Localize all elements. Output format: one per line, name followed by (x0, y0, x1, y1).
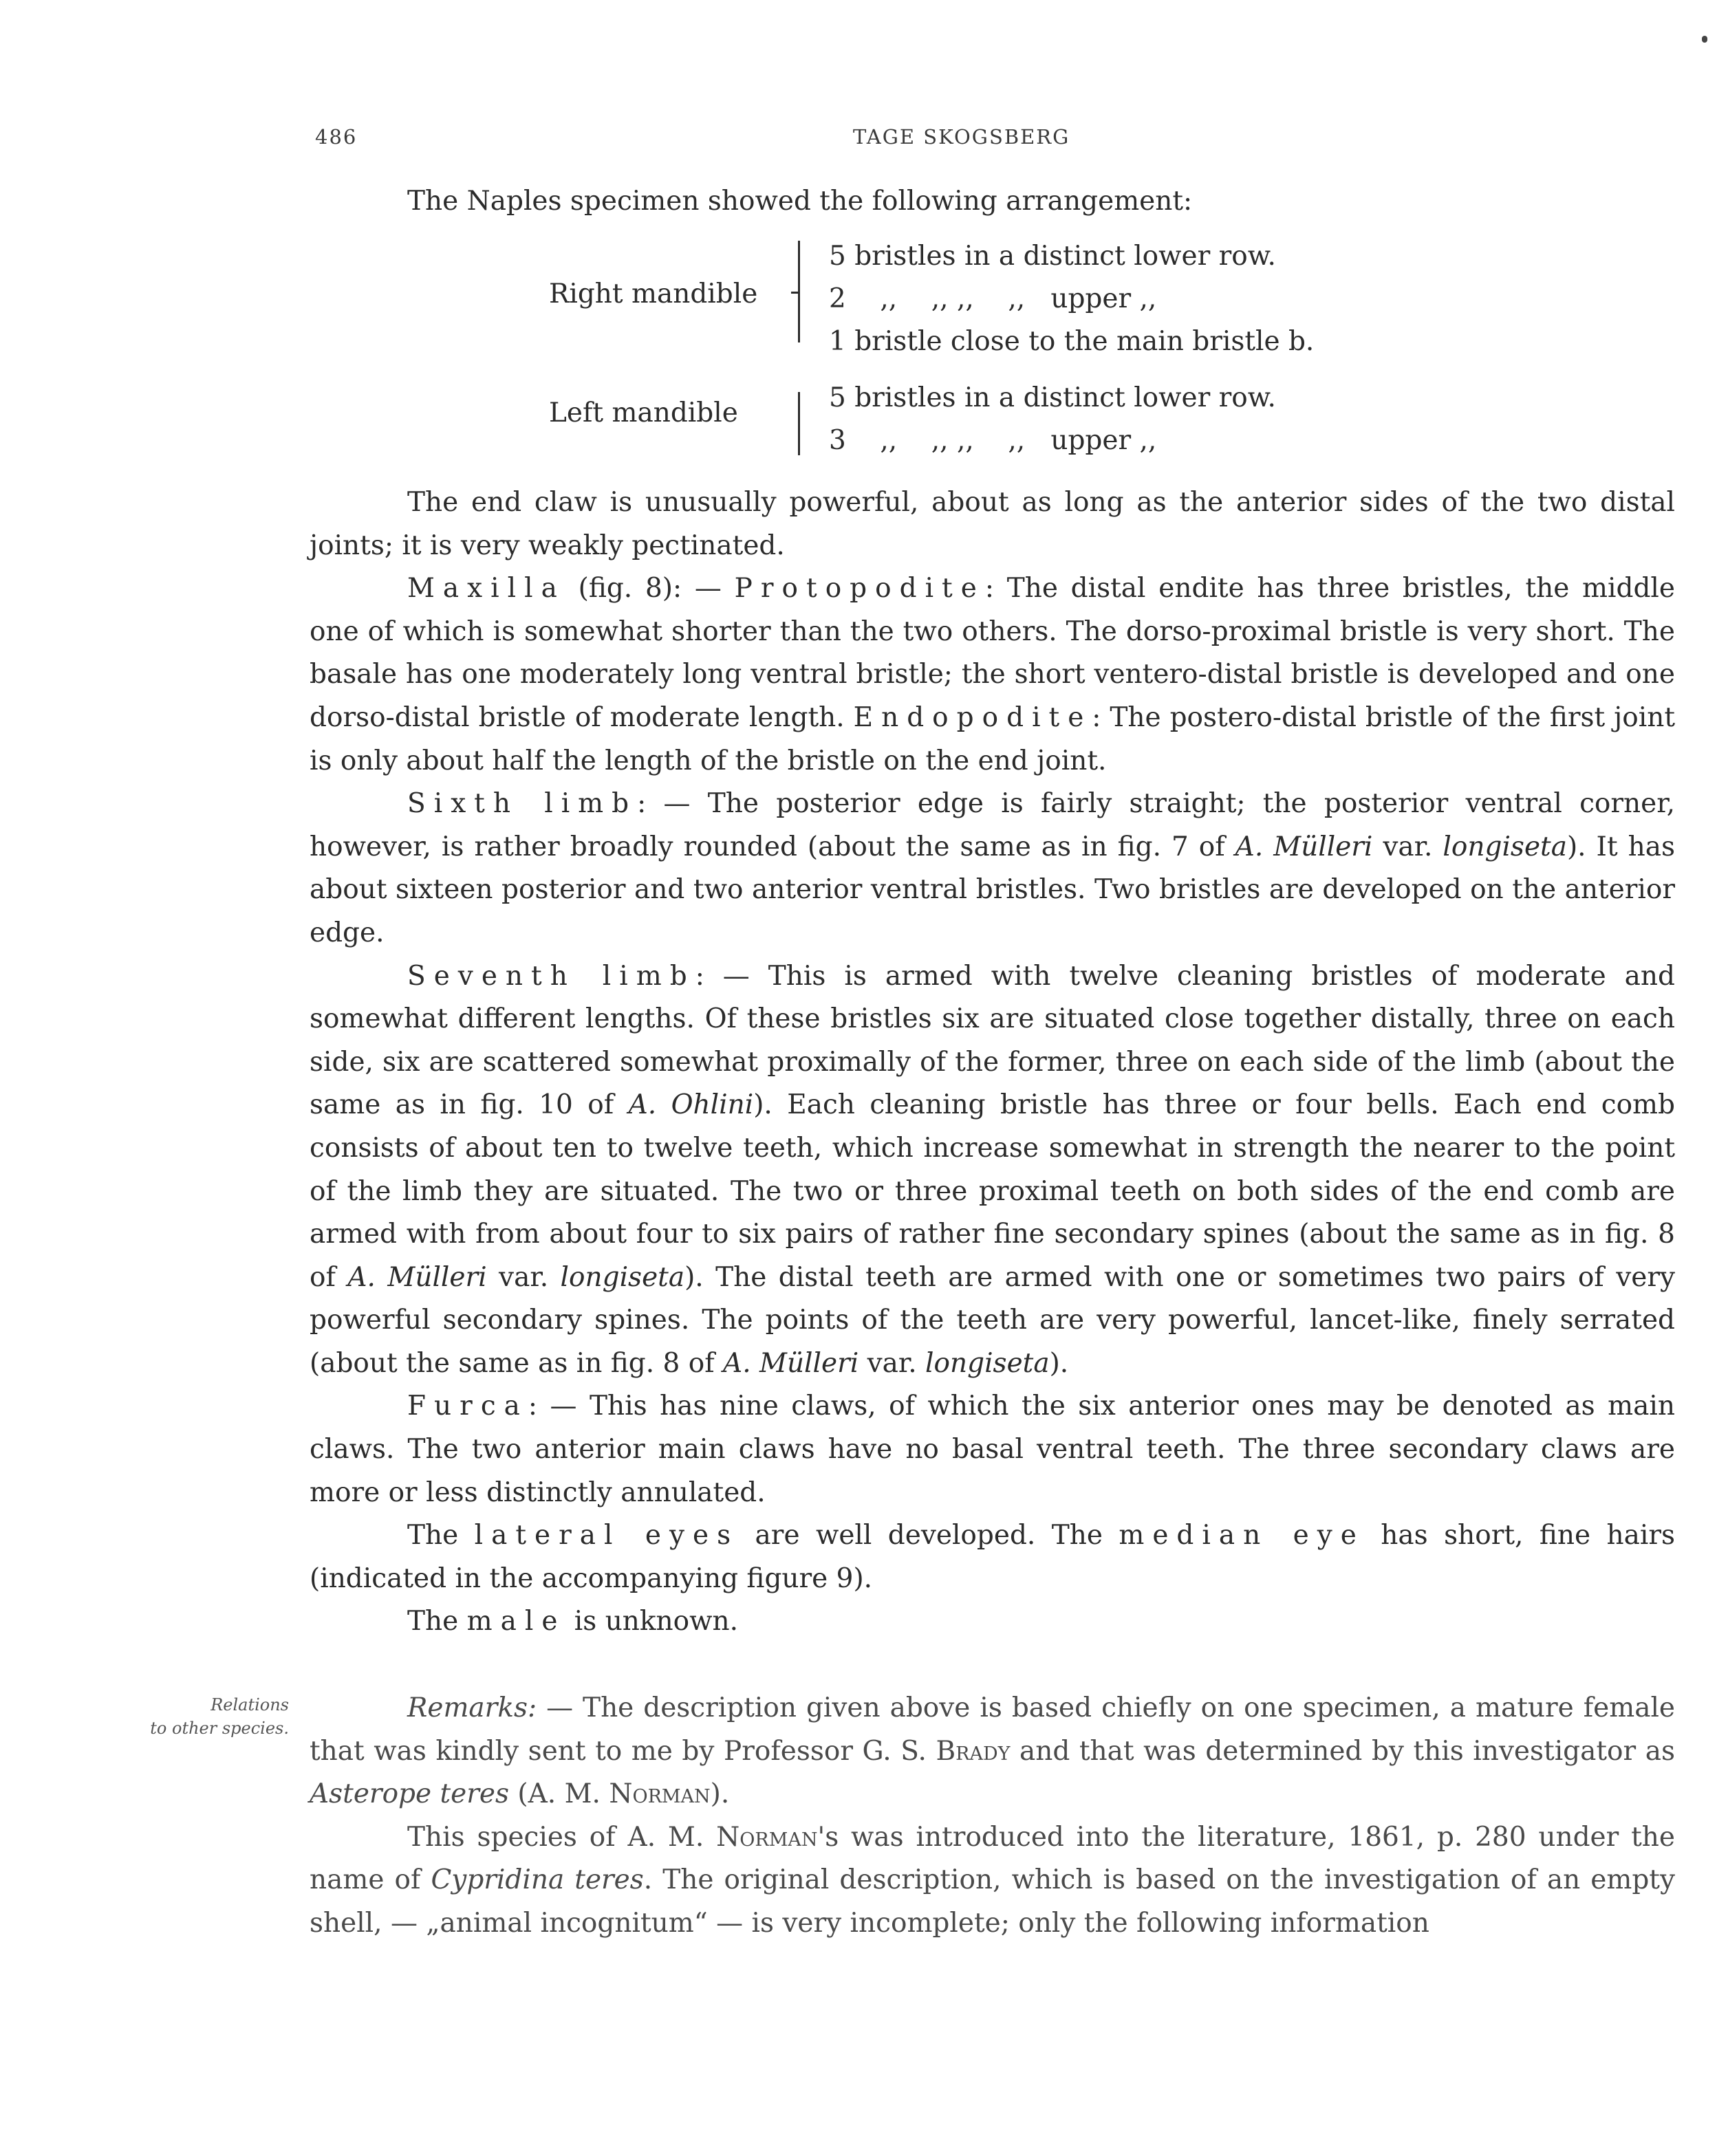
paragraph-male (310, 1600, 1675, 1644)
intro-line (310, 180, 1675, 224)
species-text-1: This species of A. M. (407, 1821, 717, 1853)
term-protopodite: Protopodite (734, 573, 985, 605)
seventh-italic-3: longiseta (560, 1261, 685, 1293)
left-mandible-row-2: 3 ,, ,, ,, ,, upper ,, (829, 425, 1157, 456)
remarks-text-3: (A. M. (509, 1778, 609, 1810)
species-italic-cypridina: Cypridina teres (431, 1864, 644, 1896)
right-mandible-brace-tip (791, 292, 798, 294)
species-text-2: 's was introduced into the literature, 1861, p. 280 under the name of (310, 1821, 1675, 1896)
sixth-text-2: var. (1372, 831, 1443, 862)
species-text-3: . The original description, which is based on the investigation of an empty shell, — „animal incognitum“ — is very incomplete; only the following information (310, 1864, 1676, 1939)
seventh-text-4: ). The distal teeth are armed with one or sometimes two pairs of very powerful secondary spines. The points of the teeth are very powerful, lancet-like, finely serrated (about the same as in fig. 8 of (310, 1261, 1675, 1379)
eyes-text-2: has short, fine hairs (indicated in the accompanying figure 9). (310, 1520, 1675, 1594)
seventh-text-3: var. (486, 1261, 561, 1293)
term-maxilla: Maxilla (407, 573, 565, 605)
term-median-eye: median eye (1119, 1520, 1365, 1551)
maxilla-text-3: : The postero-distal bristle of the first joint is only about half the length of the bristle on the end joint. (310, 701, 1676, 776)
remarks-section (310, 1687, 1675, 1946)
right-mandible-brace (798, 241, 800, 342)
term-seventh-limb: Seventh limb (407, 960, 695, 992)
seventh-italic-2: A. Mülleri (347, 1261, 487, 1293)
margin-note (76, 1693, 289, 1740)
right-mandible-rows (829, 235, 1314, 363)
remarks-text-2: and that was determined by this investigator as (1010, 1735, 1675, 1767)
term-male: male (466, 1606, 566, 1637)
seventh-text-5: var. (859, 1347, 926, 1379)
paragraph-species (310, 1816, 1675, 1946)
maxilla-text-2: : The distal endite has three bristles, the middle one of which is somewhat shorter than the two others. The dorso-proximal bristle is very short. The basale has one moderately long ventral bristle; the short ventero-distal bristle is developed and one dorso-distal bristle of moderate length. (310, 573, 1675, 733)
right-mandible-label: Right mandible (549, 279, 758, 309)
eyes-text-0: The (407, 1520, 475, 1551)
paragraph-maxilla (310, 567, 1675, 783)
seventh-text-1: : — This is armed with twelve cleaning bristles of moderate and somewhat different lengths. Of these bristles six are situated close together distally, three on each side, six are scattered somewhat proximally of the former, three on each side of the limb (about the same as in fig. 10 of (310, 960, 1675, 1121)
eyes-text-1: are well developed. The (739, 1520, 1119, 1551)
seventh-italic-5: longiseta (925, 1347, 1050, 1379)
seventh-italic-1: A. Ohlini (628, 1089, 754, 1121)
margin-note-line-2: to other species. (150, 1719, 289, 1738)
remarks-text-1: — The description given above is based chiefly on one specimen, a mature female that was kindly sent to me by Professor G. S. (310, 1692, 1675, 1767)
right-mandible-row-3: 1 bristle close to the main bristle b. (829, 326, 1315, 357)
sixth-italic-1: A. Mülleri (1235, 831, 1373, 862)
remarks-label: Remarks: (407, 1692, 537, 1723)
paragraph-seventh-limb (310, 955, 1675, 1386)
maxilla-text-1: (fig. 8): — (565, 573, 735, 605)
remarks-text-4: ). (710, 1778, 730, 1810)
term-furca: Furca (407, 1391, 528, 1422)
remarks-italic-asterope: Asterope teres (310, 1778, 509, 1810)
paragraph-end-claw: The end claw is unusually powerful, about as long as the anterior sides of the two distal joints; it is very weakly pectinated. (310, 487, 1675, 561)
left-mandible-label: Left mandible (549, 398, 738, 428)
species-name-norman: Norman (716, 1821, 818, 1853)
male-text-0: The (407, 1606, 467, 1637)
paragraph-eyes (310, 1514, 1675, 1600)
seventh-text-6: ). (1049, 1347, 1069, 1379)
paragraph-remarks (310, 1687, 1675, 1816)
paragraph-sixth-limb (310, 783, 1675, 955)
term-lateral-eyes: lateral eyes (474, 1520, 739, 1551)
term-sixth-limb: Sixth limb (407, 788, 638, 820)
term-endopodite: Endopodite (853, 701, 1092, 733)
seventh-italic-4: A. Mülleri (723, 1347, 859, 1379)
corner-speck (1702, 36, 1707, 43)
left-mandible-row-1: 5 bristles in a distinct lower row. (829, 382, 1276, 413)
paragraph-furca (310, 1385, 1675, 1514)
remarks-name-brady: Brady (936, 1735, 1011, 1767)
margin-note-line-1: Relations (210, 1695, 289, 1714)
main-text (310, 481, 1675, 1644)
running-title: TAGE SKOGSBERG (853, 125, 1070, 149)
sixth-italic-2: longiseta (1443, 831, 1567, 862)
left-mandible-rows (829, 377, 1276, 462)
right-mandible-row-1: 5 bristles in a distinct lower row. (829, 241, 1276, 272)
sixth-text-3: ). It has about sixteen posterior and two anterior ventral bristles. Two bristles are developed on the anterior edge. (310, 831, 1675, 948)
right-mandible-row-2: 2 ,, ,, ,, ,, upper ,, (829, 283, 1157, 314)
intro-text: The Naples specimen showed the following arrangement: (407, 186, 1193, 217)
left-mandible-brace (798, 392, 800, 455)
remarks-name-norman: Norman (609, 1778, 711, 1810)
furca-text-1: : — This has nine claws, of which the six anterior ones may be denoted as main claws. The two anterior main claws have no basal ventral teeth. The three secondary claws are more or less distinctly annulated. (310, 1391, 1675, 1508)
page-number: 486 (315, 125, 358, 149)
sixth-text-1: : — The posterior edge is fairly straight; the posterior ventral corner, however, is rather broadly rounded (about the same as in fig. 7 of (310, 788, 1676, 862)
male-text-1: is unknown. (565, 1606, 739, 1637)
seventh-text-2: ). Each cleaning bristle has three or four bells. Each end comb consists of about ten to twelve teeth, which increase somewhat in strength the nearer to the point of the limb they are situated. The two or three proximal teeth on both sides of the end comb are armed with from about four to six pairs of rather fine secondary spines (about the same as in fig. 8 of (310, 1089, 1675, 1293)
